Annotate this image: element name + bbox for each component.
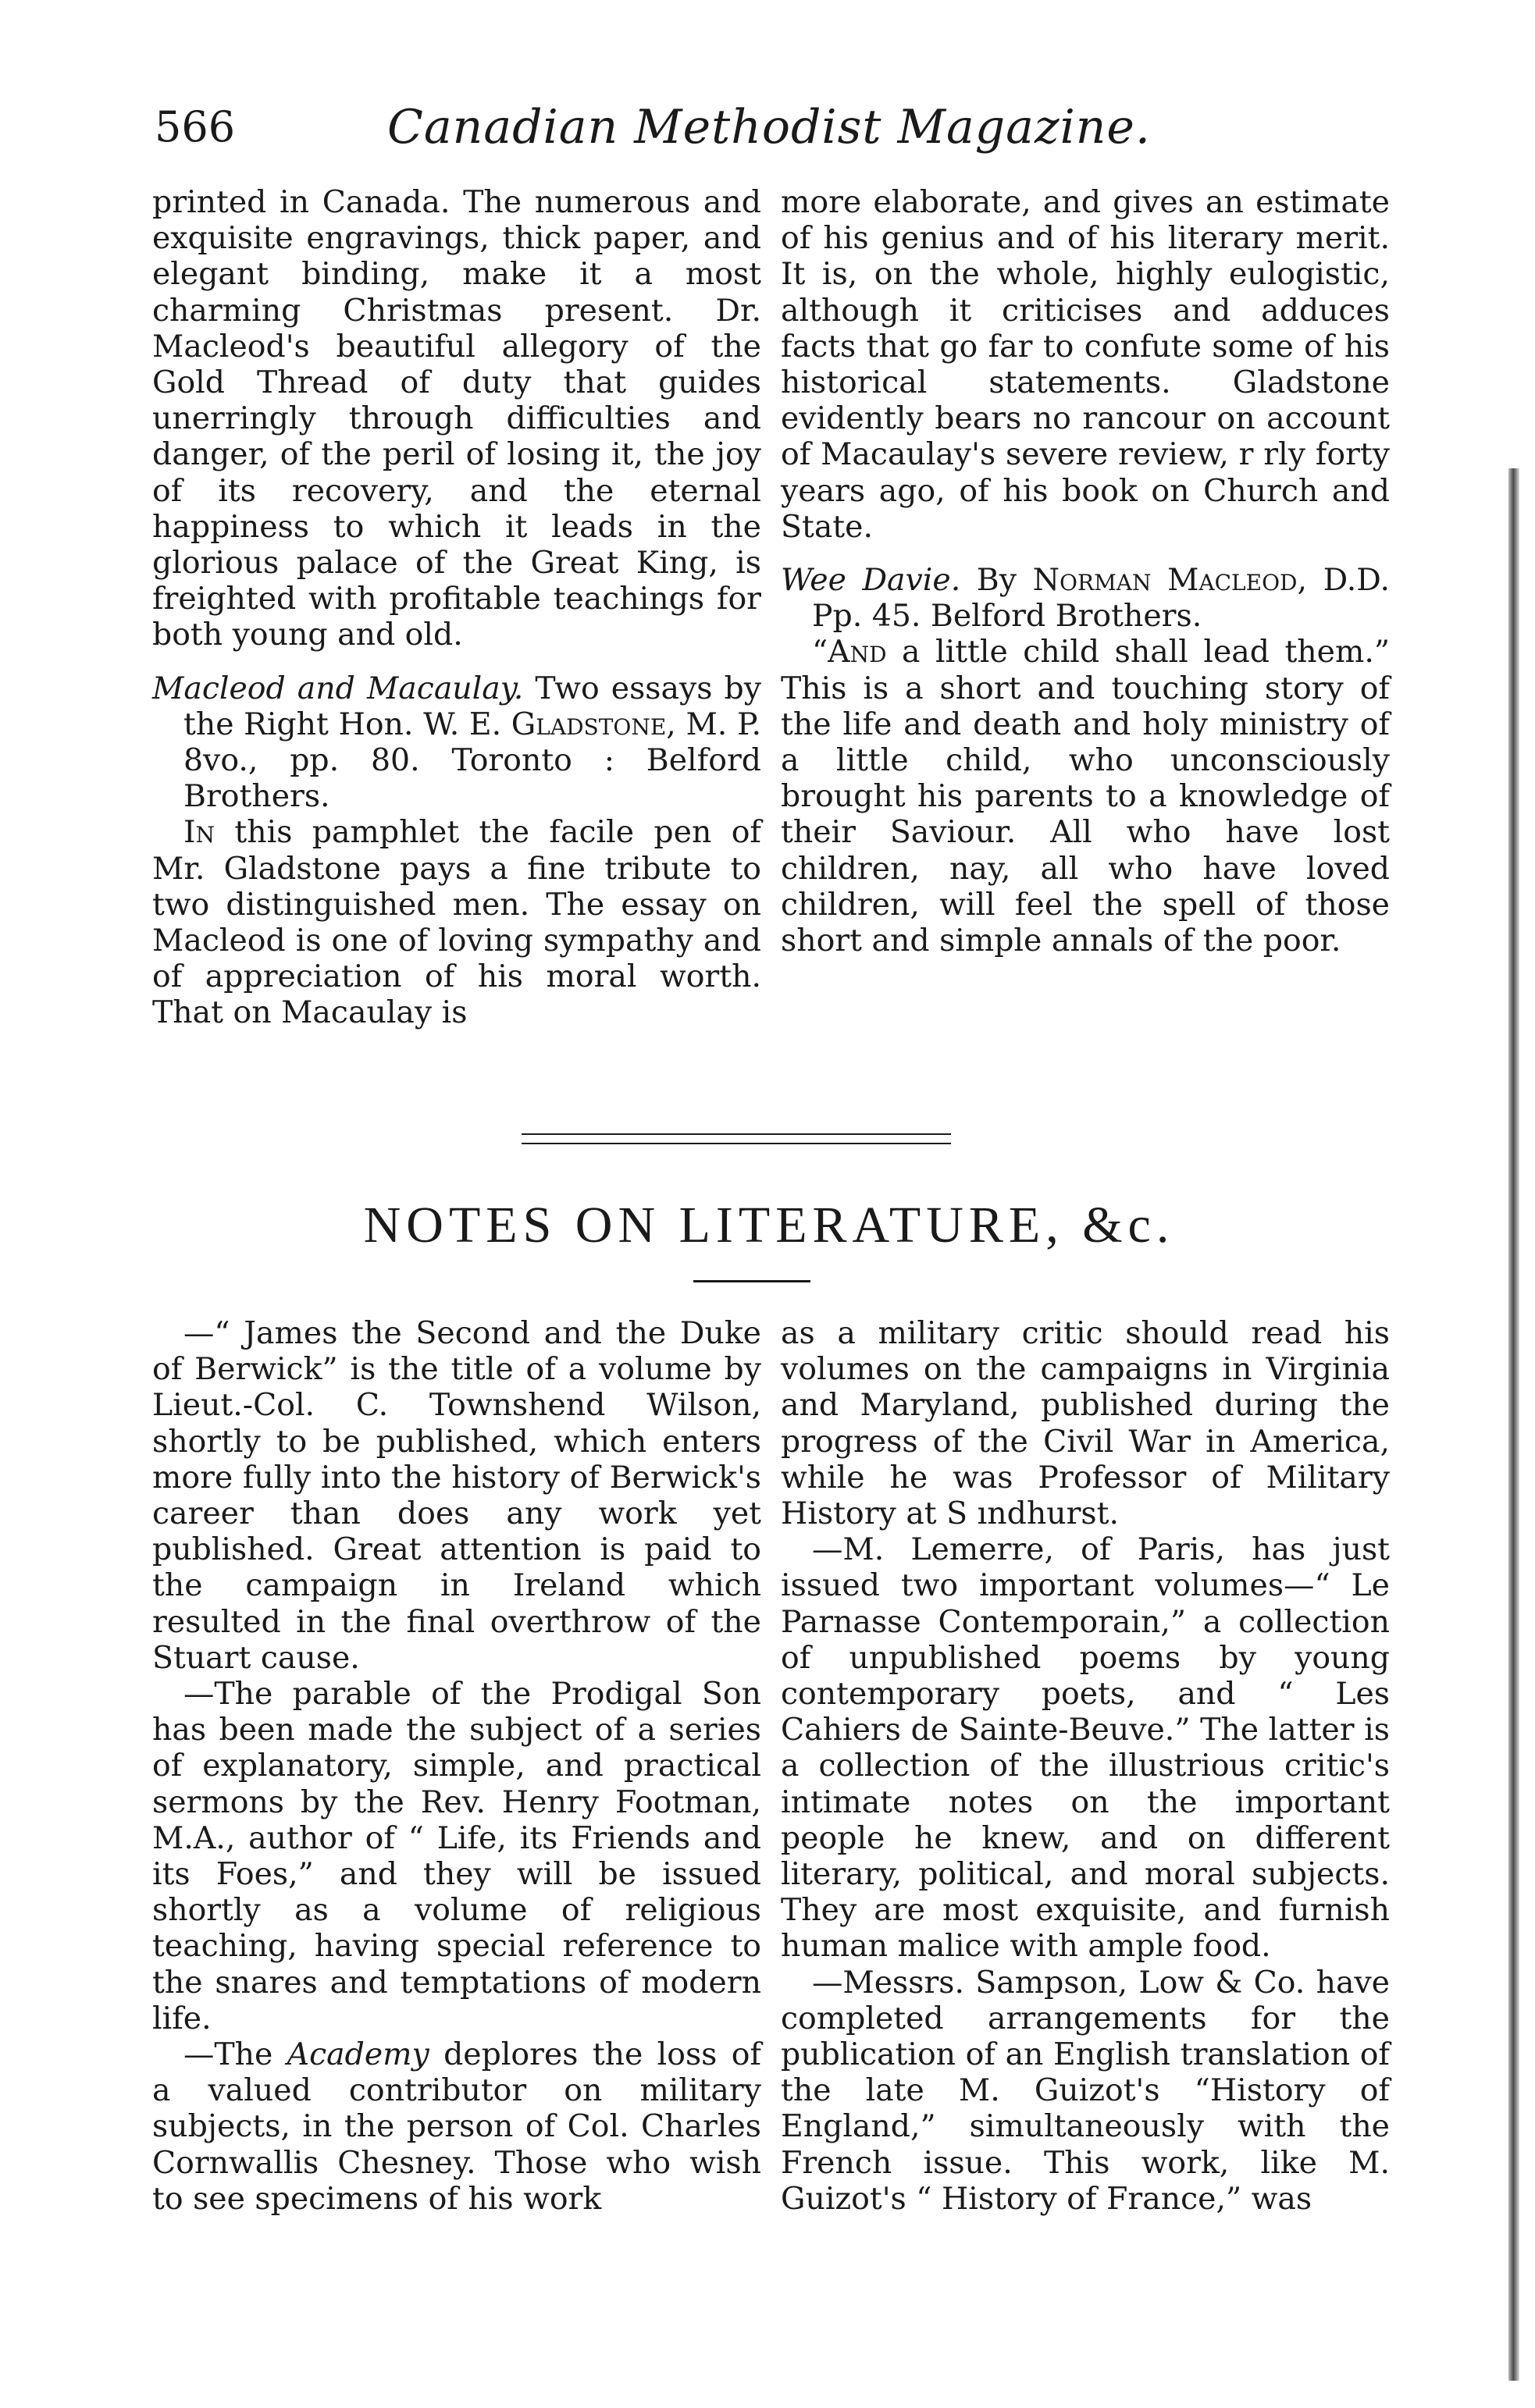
paragraph bbox=[152, 814, 761, 1030]
open-quote: “ bbox=[812, 634, 828, 670]
note-item: as a military critic should read his volumes on the campaigns in Virginia and Maryland, published during the progress of the Civil War in America, while he was Professor of Military History at S ındhurst. bbox=[781, 1315, 1390, 1532]
section-heading: NOTES ON LITERATURE, &c. bbox=[363, 1197, 1175, 1254]
review-info: , M. P. 8vo., pp. 80. Toronto : Belford Brothers. bbox=[183, 706, 761, 815]
note-item bbox=[152, 2036, 761, 2217]
paragraph bbox=[781, 634, 1390, 959]
paragraph: more elaborate, and gives an estimate of his genius and of his literary merit. It is, on the whole, highly eulogistic, although it criticises and adduces facts that go far to confute some of his historical statements. Gladstone evidently bears no rancour on account of Macaulay's severe review, r rly forty years ago, of his book on Church and State. bbox=[781, 184, 1390, 545]
column-bottom-left bbox=[152, 1315, 761, 2217]
review-title: Wee Davie. bbox=[781, 562, 961, 599]
page-edge-shadow bbox=[1508, 468, 1519, 2381]
journal-title: Academy bbox=[287, 2036, 429, 2073]
review-info: , D.D. Pp. 45. Belford Brothers. bbox=[812, 562, 1390, 635]
page-header bbox=[133, 92, 1405, 162]
note-text: deplores the loss of a valued contributor on military subjects, in the person of Col. Charles Cornwallis Chesney. Those who wish to see specimens of his work bbox=[152, 2036, 761, 2217]
paragraph-text: this pamphlet the facile pen of Mr. Gladstone pays a fine tribute to two distinguished men. The essay on Macleod is one of loving sympathy and of appreciation of his moral worth. That on Macaulay is bbox=[152, 814, 761, 1031]
review-author: Norman Macleod bbox=[1032, 562, 1298, 599]
column-top-left bbox=[152, 184, 761, 1031]
review-title: Macleod and Macaulay. bbox=[152, 670, 524, 706]
drop-word: And bbox=[828, 634, 887, 670]
review-entry-macleod-macaulay bbox=[152, 670, 761, 815]
column-top-right bbox=[781, 184, 1390, 959]
note-item: —M. Lemerre, of Paris, has just issued two important volumes—“ Le Parnasse Contemporain,” a collection of unpublished poems by young contemporary poets, and “ Les Cahiers de Sainte-Beuve.” The latter is a collection of the illustrious critic's intimate notes on the important people he knew, and on different literary, political, and moral subjects. They are most exquisite, and furnish human malice with ample food. bbox=[781, 1531, 1390, 1965]
review-info: By bbox=[960, 562, 1033, 599]
page-number: 566 bbox=[155, 102, 236, 151]
heading-rule bbox=[693, 1280, 810, 1282]
note-item: —The parable of the Prodigal Son has been made the subject of a series of explanatory, simple, and practical sermons by the Rev. Henry Footman, M.A., author of “ Life, its Friends and its Foes,” and they will be issued shortly as a volume of religious teaching, having special reference to the snares and temptations of modern life. bbox=[152, 1676, 761, 2036]
review-info: Two essays by the Right Hon. W. E. bbox=[183, 670, 762, 742]
drop-word: In bbox=[183, 814, 215, 851]
separator-rule bbox=[522, 1143, 951, 1144]
note-item: —“ James the Second and the Duke of Berwick” is the title of a volume by Lieut.-Col. C. Townshend Wilson, shortly to be published, which enters more fully into the history of Berwick's career than does any work yet published. Great attention is paid to the campaign in Ireland which resulted in the final overthrow of the Stuart cause. bbox=[152, 1315, 761, 1676]
note-text: —The bbox=[183, 2036, 287, 2073]
note-item: —Messrs. Sampson, Low & Co. have completed arrangements for the publication of an English translation of the late M. Guizot's “History of England,” simultaneously with the French issue. This work, like M. Guizot's “ History of France,” was bbox=[781, 1964, 1390, 2217]
paragraph-text: a little child shall lead them.” This is a short and touching story of the life and death and holy ministry of a little child, who unconsciously brought his parents to a knowledge of their Saviour. All who have lost children, nay, all who have loved children, will feel the spell of those short and simple annals of the poor. bbox=[781, 634, 1390, 959]
column-bottom-right bbox=[781, 1315, 1390, 2217]
review-entry-wee-davie bbox=[781, 562, 1390, 634]
running-title: Canadian Methodist Magazine. bbox=[387, 100, 1151, 155]
review-author: Gladstone bbox=[511, 706, 667, 742]
separator-rule bbox=[522, 1133, 951, 1135]
paragraph: printed in Canada. The numerous and exquisite engravings, thick paper, and elegant binding, make it a most charming Christmas present. Dr. Macleod's beautiful allegory of the Gold Thread of duty that guides unerringly through difficulties and danger, of the peril of losing it, the joy of its recovery, and the eternal happiness to which it leads in the glorious palace of the Great King, is freighted with profitable teachings for both young and old. bbox=[152, 184, 761, 653]
